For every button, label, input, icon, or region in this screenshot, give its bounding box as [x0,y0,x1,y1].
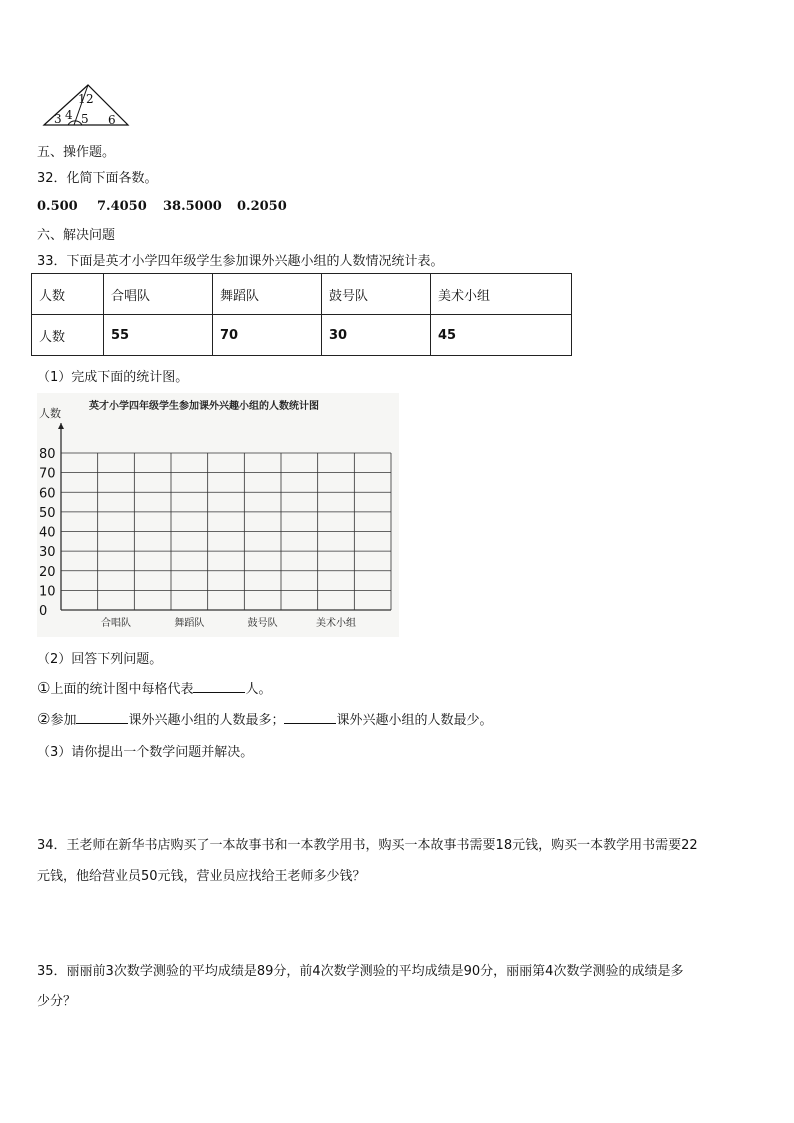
y-tick-label: 50 [39,505,56,521]
answer-blank[interactable] [76,711,128,724]
angle-label-5: 5 [81,112,89,126]
q35-line2: 少分？ [37,994,77,1009]
table-row [32,274,572,315]
y-tick-label: 0 [39,604,48,619]
q32-number-1: 0.500 [37,199,78,214]
q34-line2: 元钱，他给营业员50元钱，营业员应找给王老师多少钱？ [37,869,366,884]
chart-ylabel: 人数 [39,407,61,420]
table-cell: 人数 [32,274,104,315]
sub2-text-a: 参加 [50,713,77,728]
q33-part3: （3）请你提出一个数学问题并解决。 [37,745,254,760]
y-tick-label: 80 [39,447,56,462]
table-cell: 合唱队 [104,274,213,315]
q32-number-2: 7.4050 [97,199,147,214]
q33-sub2 [37,709,493,728]
sub2-mark: ② [37,710,51,728]
stats-table [31,273,572,356]
angle-label-2: 2 [86,92,94,106]
angle-label-1: 1 [78,92,86,106]
table-cell: 70 [213,315,322,356]
section5-heading: 五、操作题。 [37,145,116,160]
sub2-text-b: 课外兴趣小组的人数最多； [128,713,285,728]
q33-part2: （2）回答下列问题。 [37,652,163,667]
x-tick-label: 鼓号队 [247,618,278,629]
sub1-text-after: 人。 [245,682,272,697]
table-cell: 55 [104,315,213,356]
sub2-text-c: 课外兴趣小组的人数最少。 [336,713,493,728]
q33-part1: （1）完成下面的统计图。 [37,370,189,385]
y-tick-label: 60 [39,486,56,502]
y-tick-label: 70 [39,466,56,482]
section6-heading: 六、解决问题 [37,228,116,243]
answer-blank[interactable] [193,680,245,693]
table-cell: 美术小组 [431,274,572,315]
y-tick-label: 10 [39,584,56,600]
q32-prompt: 32．化简下面各数。 [37,171,158,186]
y-tick-label: 40 [39,525,56,541]
q32-number-4: 0.2050 [237,199,287,214]
table-row [32,315,572,356]
y-tick-label: 30 [39,545,56,561]
sub1-text-before: 上面的统计图中每格代表 [50,682,194,697]
y-tick-label: 20 [39,564,56,580]
table-cell: 人数 [32,315,104,356]
table-cell: 30 [322,315,431,356]
q33-sub1 [37,678,271,697]
chart-title: 英才小学四年级学生参加课外兴趣小组的人数统计图 [89,401,319,412]
angle-label-3: 3 [54,112,62,126]
q34-line1: 34．王老师在新华书店购买了一本故事书和一本教学用书，购买一本故事书需要18元钱，购买一本教学用书需要22 [37,838,698,853]
answer-blank[interactable] [284,711,336,724]
x-tick-label: 合唱队 [101,618,131,629]
triangle-figure [40,82,132,128]
bar-chart-grid [37,393,399,637]
x-tick-label: 美术小组 [316,618,356,629]
x-tick-label: 舞蹈队 [174,618,205,629]
sub1-mark: ① [37,679,51,697]
q32-number-3: 38.5000 [163,199,222,214]
table-cell: 鼓号队 [322,274,431,315]
q35-line1: 35．丽丽前3次数学测验的平均成绩是89分，前4次数学测验的平均成绩是90分，丽丽第4次数学测验的成绩是多 [37,964,684,979]
q33-prompt: 33．下面是英才小学四年级学生参加课外兴趣小组的人数情况统计表。 [37,254,444,269]
table-cell: 45 [431,315,572,356]
angle-label-4: 4 [65,108,73,122]
angle-label-6: 6 [108,113,116,127]
table-cell: 舞蹈队 [213,274,322,315]
